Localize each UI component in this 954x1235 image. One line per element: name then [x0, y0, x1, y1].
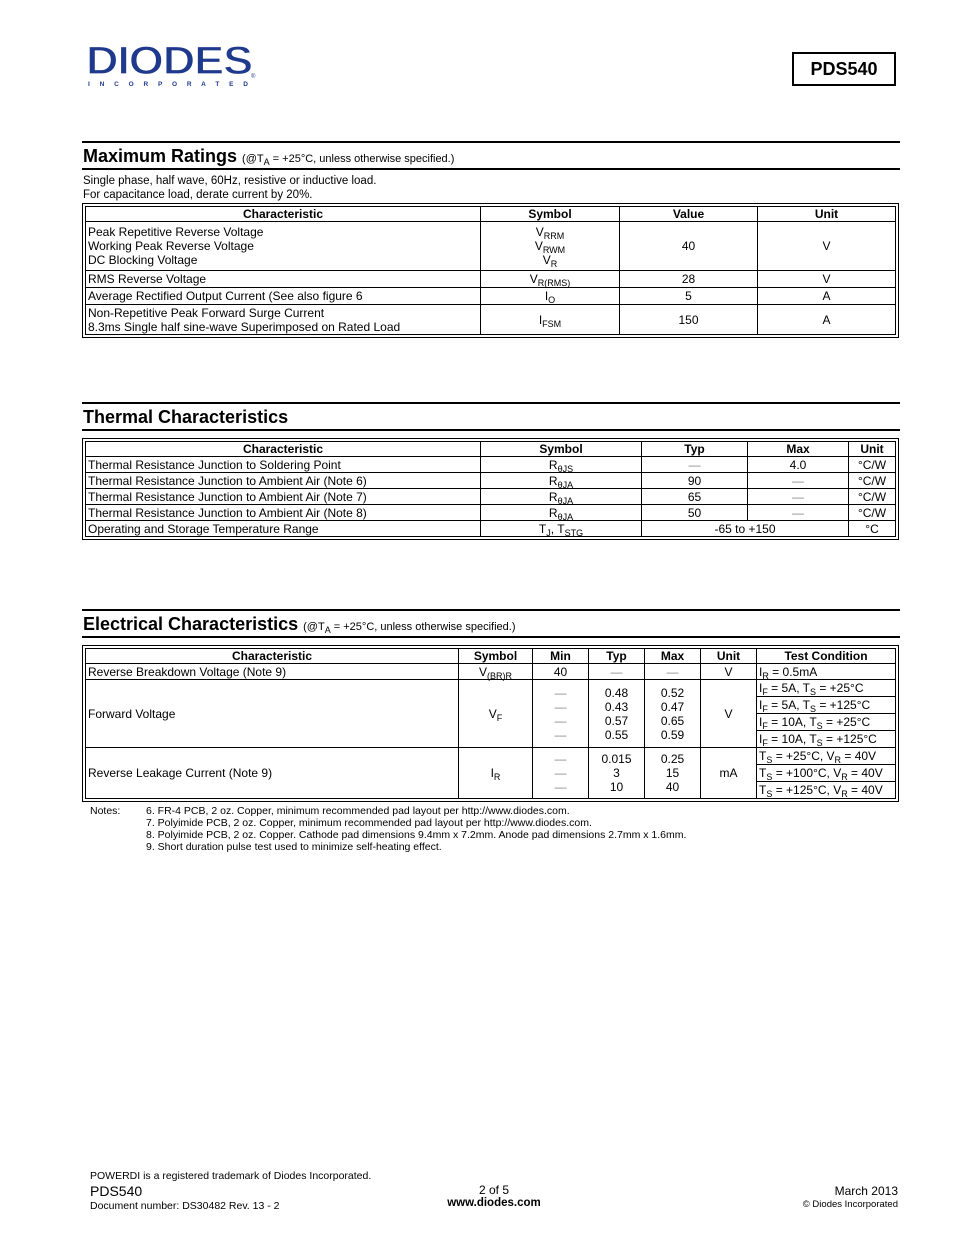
part-number-box — [792, 52, 896, 86]
range-cell: -65 to +150 — [642, 521, 849, 537]
page-number: 2 of 5 — [478, 1183, 510, 1197]
electrical-table — [82, 645, 899, 802]
symbol-cell: $V_{R(RMS)}$ — [481, 271, 620, 288]
note-item: 6. FR-4 PCB, 2 oz. Copper, minimum recommended pad layout per http://www.diodes.com. — [146, 805, 570, 817]
col-header: Test Condition — [757, 649, 896, 664]
unit-cell: mA — [701, 748, 757, 799]
characteristic-cell: Thermal Resistance Junction to Ambient Air (Note 8) — [86, 505, 481, 521]
doc-number: Document number: DS30482 Rev. 13 - 2 — [90, 1200, 280, 1212]
col-header: Value — [620, 207, 758, 222]
unit-cell: V — [758, 222, 896, 271]
table-row — [86, 680, 896, 748]
unit-cell: °C/W — [849, 489, 896, 505]
unit-cell: °C/W — [849, 473, 896, 489]
max-ratings-table — [82, 203, 899, 338]
trademark-note: POWERDI is a registered trademark of Diodes Incorporated. — [90, 1170, 372, 1182]
table-row — [86, 748, 896, 799]
footer-date: March 2013 — [834, 1184, 898, 1198]
symbol-cell: $R_{\theta JA}$ — [481, 473, 642, 489]
max-cell: 0.52 0.47 0.65 0.59 — [645, 680, 701, 748]
characteristic-cell: Average Rectified Output Current (See also figure 6 — [86, 288, 481, 305]
value-cell: 28 — [620, 271, 758, 288]
section-rule — [82, 141, 900, 143]
thermal-table — [82, 438, 899, 540]
characteristic-cell: Peak Repetitive Reverse Voltage Working Peak Reverse Voltage DC Blocking Voltage — [86, 222, 481, 271]
table-row — [86, 457, 896, 473]
unit-cell: °C/W — [849, 505, 896, 521]
copyright: © Diodes Incorporated — [802, 1199, 898, 1210]
footer-part: PDS540 — [90, 1183, 143, 1199]
note-item: 8. Polyimide PCB, 2 oz. Copper. Cathode pad dimensions 9.4mm x 7.2mm. Anode pad dimensions 2.7mm x 1.6mm. — [146, 829, 687, 841]
max-cell: — — [645, 664, 701, 680]
svg-text:DIODES: DIODES — [86, 40, 253, 83]
part-number: PDS540 — [810, 58, 878, 79]
section-rule — [82, 402, 900, 404]
symbol-cell: $I_O$ — [481, 288, 620, 305]
symbol-cell: $V_{RRM}$ $V_{RWM}$ $V_R$ — [481, 222, 620, 271]
max-cell: 4.0 — [748, 457, 849, 473]
table-row — [86, 288, 896, 305]
min-cell: 40 — [533, 664, 589, 680]
unit-cell: A — [758, 305, 896, 335]
min-cell: — — — — [533, 748, 589, 799]
characteristic-cell: Thermal Resistance Junction to Ambient Air (Note 7) — [86, 489, 481, 505]
characteristic-cell: Reverse Breakdown Voltage (Note 9) — [86, 664, 459, 680]
condition-cell: $I_F = 5A$, $T_S = +25^\circ C$ $I_F = 5A$, $T_S = +125^\circ C$ $I_F = 10A$, $T_S = +25^\circ C$ $I_F = 10A$, $T_S = +125^\circ C$ — [757, 680, 896, 748]
max-ratings-title — [83, 146, 454, 167]
note-item: 7. Polyimide PCB, 2 oz. Copper, minimum recommended pad layout per http://www.diodes.com. — [146, 817, 592, 829]
condition-cell: $I_R = 0.5mA$ — [757, 664, 896, 680]
col-header: Characteristic — [86, 649, 459, 664]
load-note-2: For capacitance load, derate current by 20%. — [83, 189, 313, 201]
symbol-cell: $R_{\theta JS}$ — [481, 457, 642, 473]
load-note-1: Single phase, half wave, 60Hz, resistive or inductive load. — [83, 175, 377, 187]
unit-cell: V — [701, 664, 757, 680]
col-header: Symbol — [481, 207, 620, 222]
symbol-cell: $I_R$ — [459, 748, 533, 799]
table-row — [86, 271, 896, 288]
note-item: 9. Short duration pulse test used to minimize self-heating effect. — [146, 841, 442, 853]
symbol-cell: $I_{FSM}$ — [481, 305, 620, 335]
col-header: Characteristic — [86, 442, 481, 457]
unit-cell: A — [758, 288, 896, 305]
col-header: Unit — [849, 442, 896, 457]
max-cell: — — [748, 505, 849, 521]
col-header: Characteristic — [86, 207, 481, 222]
unit-cell: °C — [849, 521, 896, 537]
section-rule — [82, 609, 900, 611]
value-cell: 40 — [620, 222, 758, 271]
notes — [90, 805, 686, 853]
unit-cell: V — [758, 271, 896, 288]
table-row — [86, 505, 896, 521]
symbol-cell: $R_{\theta JA}$ — [481, 489, 642, 505]
condition-cell: $T_S = +25^\circ C$, $V_R = 40V$ $T_S = +100^\circ C$, $V_R = 40V$ $T_S = +125^\circ C$, $V_R = 40V$ — [757, 748, 896, 799]
typ-cell: 50 — [642, 505, 748, 521]
col-header: Typ — [589, 649, 645, 664]
col-header: Max — [645, 649, 701, 664]
table-row — [86, 664, 896, 680]
typ-cell: 0.48 0.43 0.57 0.55 — [589, 680, 645, 748]
notes-label: Notes: — [90, 805, 121, 817]
section-rule — [82, 429, 900, 431]
value-cell: 5 — [620, 288, 758, 305]
thermal-title: Thermal Characteristics — [83, 407, 289, 427]
col-header: Unit — [701, 649, 757, 664]
table-row — [86, 305, 896, 335]
col-header: Symbol — [459, 649, 533, 664]
max-cell: 0.25 15 40 — [645, 748, 701, 799]
col-header: Min — [533, 649, 589, 664]
section-condition: ($@T_A = +25^\circ C$, unless otherwise specified.) — [303, 621, 516, 635]
characteristic-cell: Non-Repetitive Peak Forward Surge Current 8.3ms Single half sine-wave Superimposed on Rated Load — [86, 305, 481, 335]
symbol-cell: $T_J$, $T_{STG}$ — [481, 521, 642, 537]
typ-cell: — — [589, 664, 645, 680]
col-header: Typ — [642, 442, 748, 457]
col-header: Max — [748, 442, 849, 457]
characteristic-cell: Thermal Resistance Junction to Soldering Point — [86, 457, 481, 473]
website-link[interactable]: www.diodes.com — [447, 1197, 541, 1209]
max-cell: — — [748, 473, 849, 489]
characteristic-cell: Thermal Resistance Junction to Ambient Air (Note 6) — [86, 473, 481, 489]
unit-cell: °C/W — [849, 457, 896, 473]
svg-text:®: ® — [251, 74, 256, 80]
section-rule — [82, 636, 900, 638]
electrical-title — [83, 614, 516, 635]
section-condition: ($@T_A = +25^\circ C$, unless otherwise specified.) — [242, 153, 455, 167]
typ-cell: — — [642, 457, 748, 473]
symbol-cell: $V_F$ — [459, 680, 533, 748]
characteristic-cell: Forward Voltage — [86, 680, 459, 748]
unit-cell: V — [701, 680, 757, 748]
svg-text:I N C O R P O R A T E D: I N C O R P O R A T E D — [88, 81, 248, 88]
typ-cell: 0.015 3 10 — [589, 748, 645, 799]
section-rule — [82, 168, 900, 170]
characteristic-cell: Operating and Storage Temperature Range — [86, 521, 481, 537]
characteristic-cell: Reverse Leakage Current (Note 9) — [86, 748, 459, 799]
symbol-cell: $V_{(BR)R}$ — [459, 664, 533, 680]
typ-cell: 90 — [642, 473, 748, 489]
max-cell: — — [748, 489, 849, 505]
table-row — [86, 489, 896, 505]
section-title-text: Maximum Ratings — [83, 146, 238, 166]
typ-cell: 65 — [642, 489, 748, 505]
characteristic-cell: RMS Reverse Voltage — [86, 271, 481, 288]
table-row — [86, 521, 896, 537]
min-cell: — — — — — [533, 680, 589, 748]
section-title-text: Electrical Characteristics — [83, 614, 299, 634]
col-header: Symbol — [481, 442, 642, 457]
table-row — [86, 222, 896, 271]
value-cell: 150 — [620, 305, 758, 335]
table-row — [86, 473, 896, 489]
diodes-logo — [86, 40, 258, 88]
col-header: Unit — [758, 207, 896, 222]
symbol-cell: $R_{\theta JA}$ — [481, 505, 642, 521]
